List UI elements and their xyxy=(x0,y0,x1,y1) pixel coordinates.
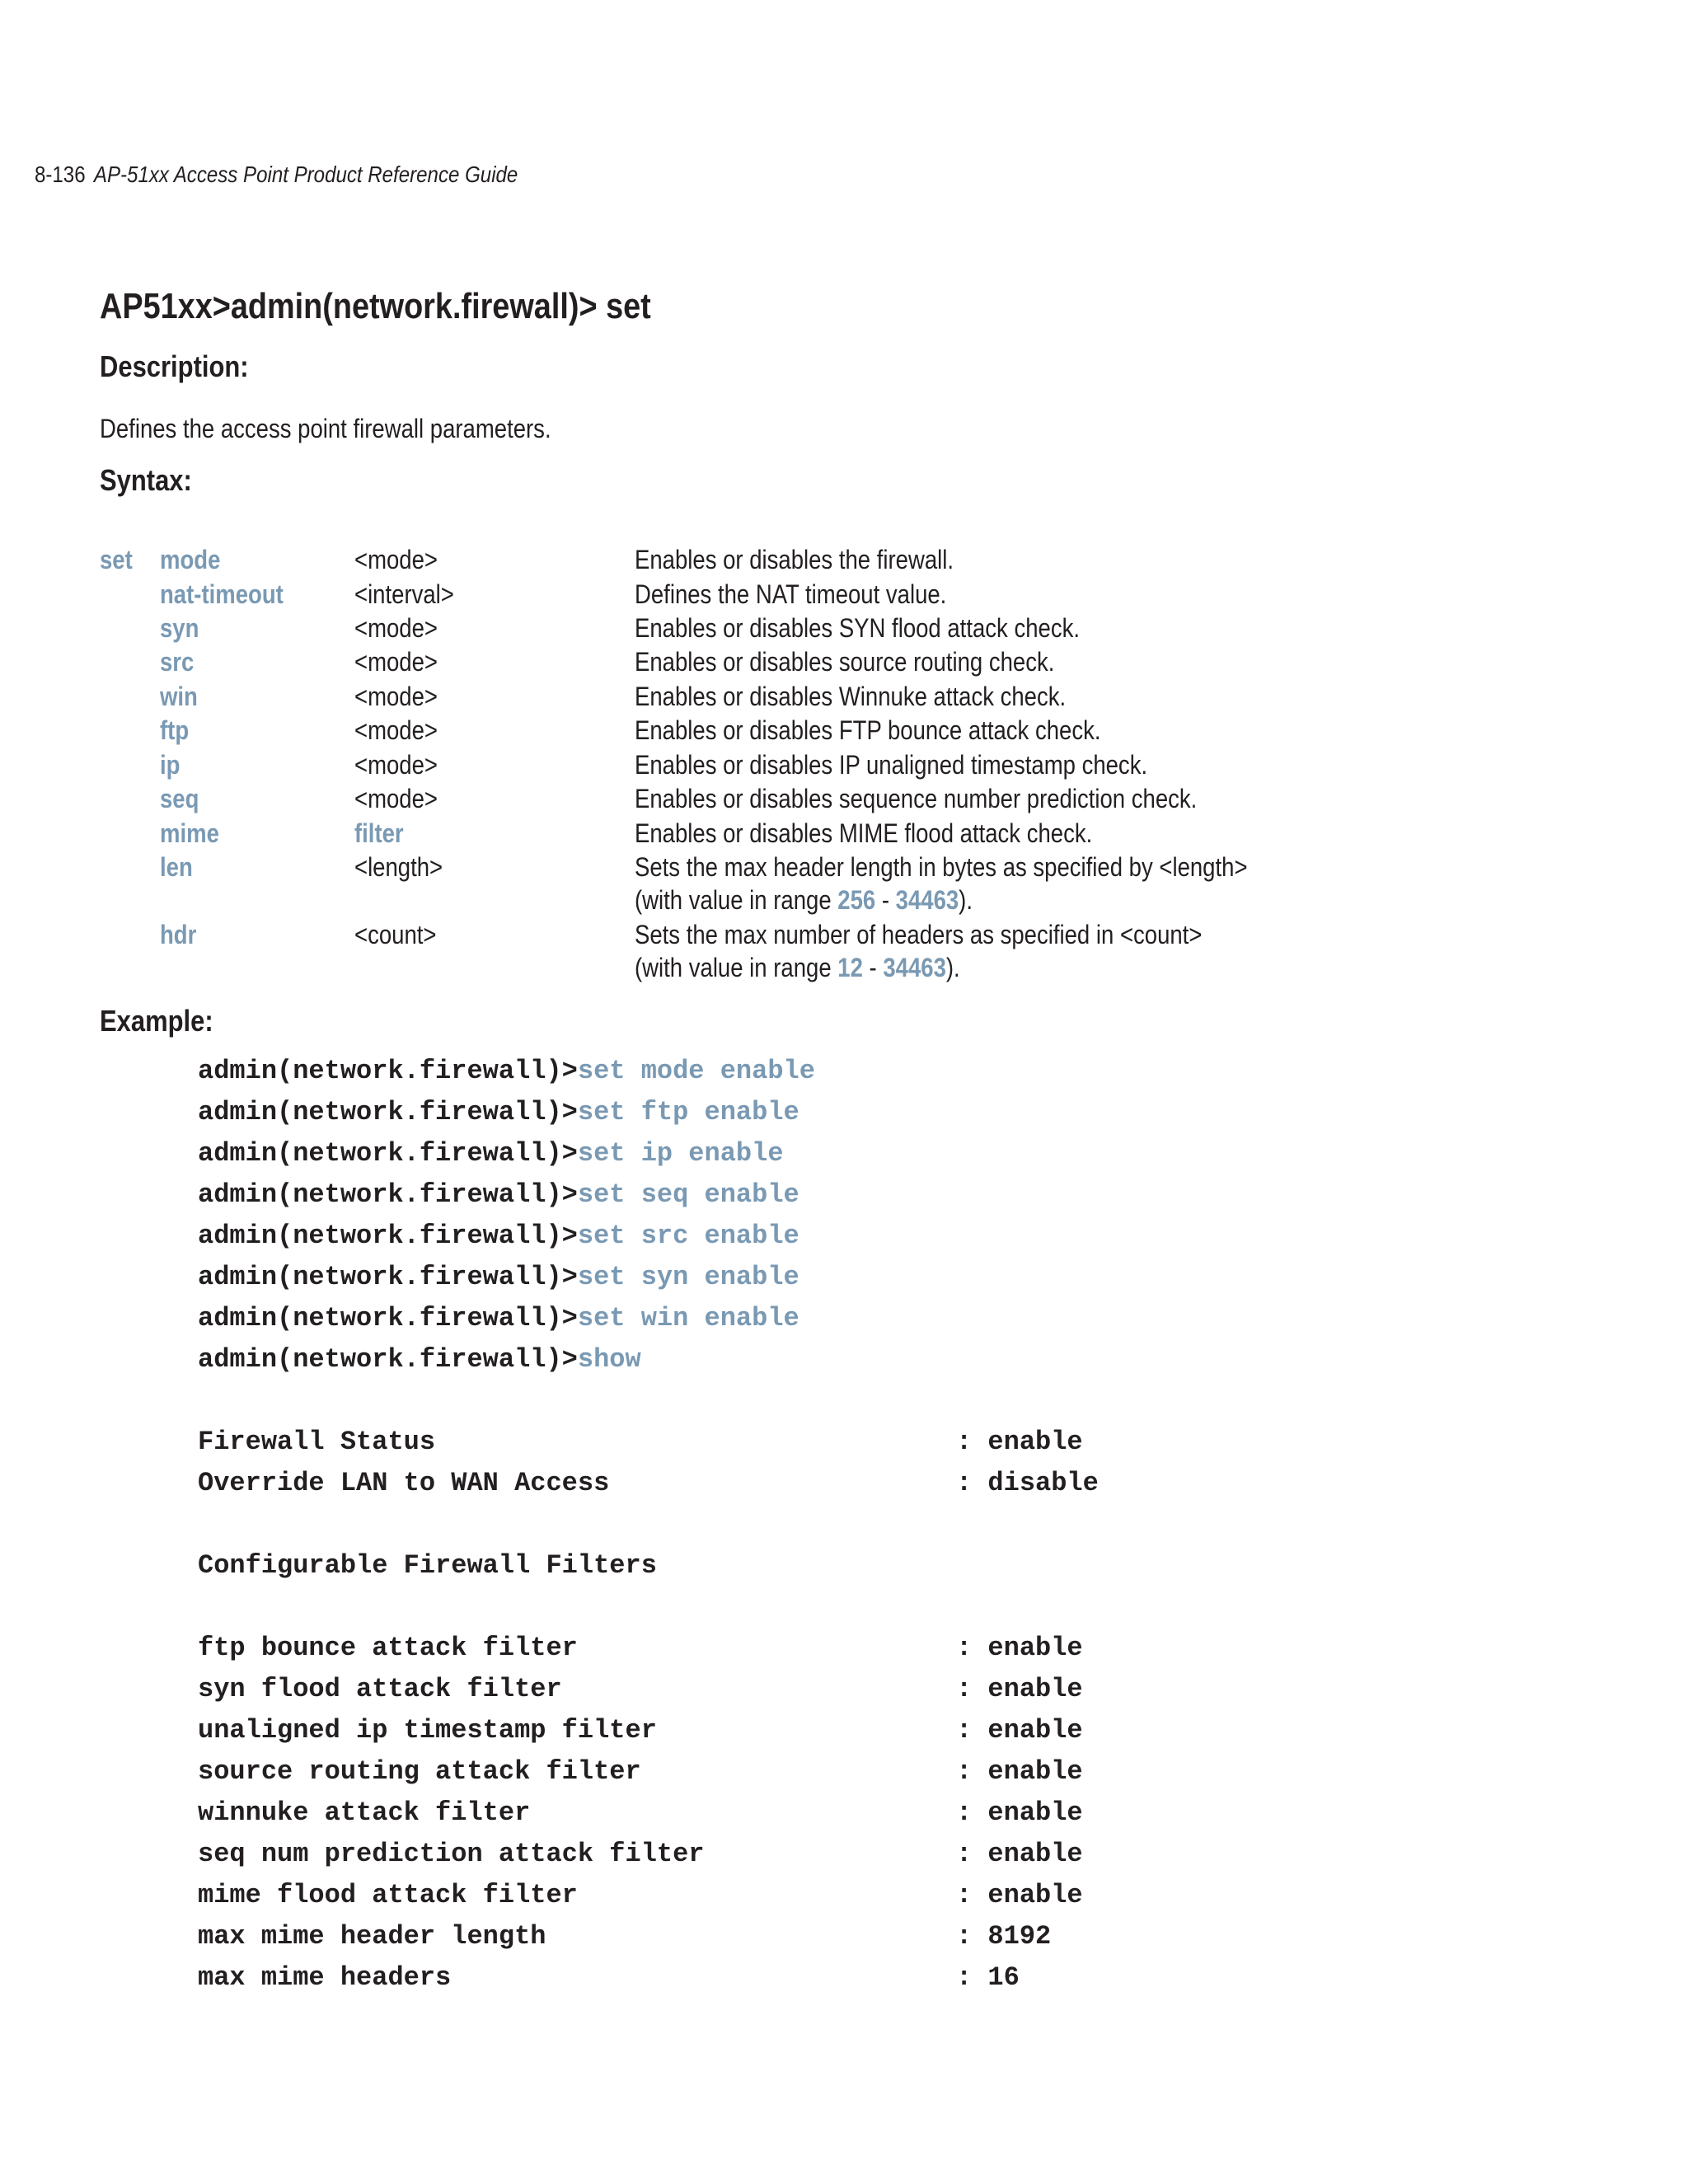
example-command-line xyxy=(198,1343,641,1376)
output-separator: : xyxy=(956,1674,973,1704)
output-value-group xyxy=(956,1426,1083,1459)
output-label: syn flood attack filter xyxy=(198,1674,562,1704)
output-value: enable xyxy=(987,1633,1083,1663)
syntax-arg: <length> xyxy=(354,852,443,882)
syntax-arg: <mode> xyxy=(354,613,438,643)
syntax-param: hdr xyxy=(160,920,197,949)
filters-heading: Configurable Firewall Filters xyxy=(198,1550,657,1581)
output-separator: : xyxy=(956,1468,973,1498)
output-line xyxy=(198,1797,1083,1830)
example-command-line xyxy=(198,1055,815,1088)
output-value-group xyxy=(956,1632,1083,1665)
output-value: 16 xyxy=(987,1962,1020,1993)
range-min: 256 xyxy=(837,885,876,915)
syntax-param: src xyxy=(160,647,195,677)
command-title: AP51xx>admin(network.firewall)> set xyxy=(100,286,651,326)
syntax-desc: Enables or disables sequence number prediction check. xyxy=(635,784,1198,813)
prompt: admin(network.firewall)> xyxy=(198,1056,578,1086)
syntax-arg: <mode> xyxy=(354,784,438,813)
output-value: enable xyxy=(987,1756,1083,1787)
syntax-param: ip xyxy=(160,750,181,780)
range-max: 34463 xyxy=(883,953,946,982)
output-value: enable xyxy=(987,1715,1083,1746)
command: set mode enable xyxy=(577,1056,815,1086)
syntax-arg: <mode> xyxy=(354,545,438,574)
syntax-range xyxy=(635,883,973,917)
output-label: seq num prediction attack filter xyxy=(198,1839,705,1869)
syntax-arg: <mode> xyxy=(354,715,438,745)
output-line xyxy=(198,1714,1083,1747)
output-label: max mime headers xyxy=(198,1962,452,1993)
syntax-arg: <mode> xyxy=(354,682,438,711)
range-max: 34463 xyxy=(895,885,959,915)
prompt: admin(network.firewall)> xyxy=(198,1262,578,1292)
output-label: winnuke attack filter xyxy=(198,1797,531,1828)
range-suffix: ). xyxy=(945,953,960,982)
output-line xyxy=(198,1467,1099,1500)
command: set win enable xyxy=(577,1303,799,1333)
output-label: mime flood attack filter xyxy=(198,1880,578,1910)
syntax-desc: Enables or disables SYN flood attack check. xyxy=(635,613,1080,643)
output-line xyxy=(198,1673,1083,1706)
output-separator: : xyxy=(956,1756,973,1787)
command: set ftp enable xyxy=(577,1097,799,1127)
command: set seq enable xyxy=(577,1179,799,1210)
syntax-desc: Enables or disables the firewall. xyxy=(635,545,954,574)
output-separator: : xyxy=(956,1880,973,1910)
example-command-line xyxy=(198,1220,799,1253)
output-value-group xyxy=(956,1797,1083,1830)
syntax-command: set xyxy=(100,545,133,574)
syntax-desc: Enables or disables source routing check. xyxy=(635,647,1055,677)
syntax-desc: Enables or disables Winnuke attack check. xyxy=(635,682,1067,711)
output-label: Override LAN to WAN Access xyxy=(198,1468,610,1498)
syntax-arg: filter xyxy=(354,818,404,848)
output-line xyxy=(198,1961,1020,1994)
syntax-arg: <mode> xyxy=(354,647,438,677)
syntax-param: seq xyxy=(160,784,199,813)
syntax-arg: <interval> xyxy=(354,579,454,609)
example-heading: Example: xyxy=(100,1004,213,1038)
syntax-param: mime xyxy=(160,818,219,848)
range-separator: - xyxy=(862,953,884,982)
syntax-param: len xyxy=(160,852,193,882)
output-value: enable xyxy=(987,1674,1083,1704)
output-separator: : xyxy=(956,1633,973,1663)
prompt: admin(network.firewall)> xyxy=(198,1221,578,1251)
output-line xyxy=(198,1426,1083,1459)
syntax-desc: Enables or disables FTP bounce attack check. xyxy=(635,715,1101,745)
description-text: Defines the access point firewall parameters. xyxy=(100,414,551,443)
range-suffix: ). xyxy=(959,885,973,915)
output-value: 8192 xyxy=(987,1921,1052,1952)
syntax-arg: <mode> xyxy=(354,750,438,780)
output-value-group xyxy=(956,1714,1083,1747)
output-separator: : xyxy=(956,1797,973,1828)
output-line xyxy=(198,1632,1083,1665)
output-value-group xyxy=(956,1879,1083,1912)
output-line xyxy=(198,1879,1083,1912)
running-header xyxy=(35,162,518,188)
prompt: admin(network.firewall)> xyxy=(198,1097,578,1127)
output-value-group xyxy=(956,1961,1020,1994)
command: set syn enable xyxy=(577,1262,799,1292)
output-separator: : xyxy=(956,1962,973,1993)
output-value: disable xyxy=(987,1468,1099,1498)
output-value-group xyxy=(956,1920,1051,1953)
syntax-heading: Syntax: xyxy=(100,463,192,497)
output-value-group xyxy=(956,1467,1099,1500)
example-command-line xyxy=(198,1137,784,1170)
output-line xyxy=(198,1838,1083,1871)
output-label: source routing attack filter xyxy=(198,1756,641,1787)
command: set ip enable xyxy=(577,1138,784,1169)
output-label: Firewall Status xyxy=(198,1427,436,1457)
syntax-desc: Defines the NAT timeout value. xyxy=(635,579,947,609)
example-command-line xyxy=(198,1096,799,1129)
range-separator: - xyxy=(875,885,896,915)
syntax-param: mode xyxy=(160,545,221,574)
syntax-desc: Sets the max number of headers as specified in <count> xyxy=(635,920,1203,949)
example-command-line xyxy=(198,1261,799,1294)
range-min: 12 xyxy=(837,953,863,982)
output-label: unaligned ip timestamp filter xyxy=(198,1715,657,1746)
output-value: enable xyxy=(987,1427,1083,1457)
prompt: admin(network.firewall)> xyxy=(198,1138,578,1169)
syntax-arg: <count> xyxy=(354,920,437,949)
output-value-group xyxy=(956,1755,1083,1788)
output-value: enable xyxy=(987,1839,1083,1869)
syntax-param: syn xyxy=(160,613,199,643)
output-value: enable xyxy=(987,1797,1083,1828)
output-separator: : xyxy=(956,1715,973,1746)
description-heading: Description: xyxy=(100,349,249,383)
example-command-line xyxy=(198,1302,799,1335)
prompt: admin(network.firewall)> xyxy=(198,1303,578,1333)
output-value: enable xyxy=(987,1880,1083,1910)
page-number: 8-136 xyxy=(35,162,86,187)
output-line xyxy=(198,1755,1083,1788)
output-label: ftp bounce attack filter xyxy=(198,1633,578,1663)
example-command-line xyxy=(198,1179,799,1212)
prompt: admin(network.firewall)> xyxy=(198,1344,578,1375)
output-label: max mime header length xyxy=(198,1921,546,1952)
syntax-param: nat-timeout xyxy=(160,579,284,609)
range-prefix: (with value in range xyxy=(635,885,838,915)
guide-title: AP-51xx Access Point Product Reference Guide xyxy=(93,162,518,187)
syntax-desc: Enables or disables IP unaligned timestamp check. xyxy=(635,750,1148,780)
output-value-group xyxy=(956,1838,1083,1871)
output-value-group xyxy=(956,1673,1083,1706)
command: set src enable xyxy=(577,1221,799,1251)
syntax-desc: Enables or disables MIME flood attack check. xyxy=(635,818,1093,848)
syntax-param: ftp xyxy=(160,715,190,745)
output-separator: : xyxy=(956,1427,973,1457)
range-prefix: (with value in range xyxy=(635,953,838,982)
output-separator: : xyxy=(956,1921,973,1952)
syntax-param: win xyxy=(160,682,198,711)
syntax-desc: Sets the max header length in bytes as specified by <length> xyxy=(635,852,1248,882)
output-line xyxy=(198,1920,1052,1953)
output-separator: : xyxy=(956,1839,973,1869)
syntax-range xyxy=(635,950,960,985)
prompt: admin(network.firewall)> xyxy=(198,1179,578,1210)
command: show xyxy=(577,1344,641,1375)
